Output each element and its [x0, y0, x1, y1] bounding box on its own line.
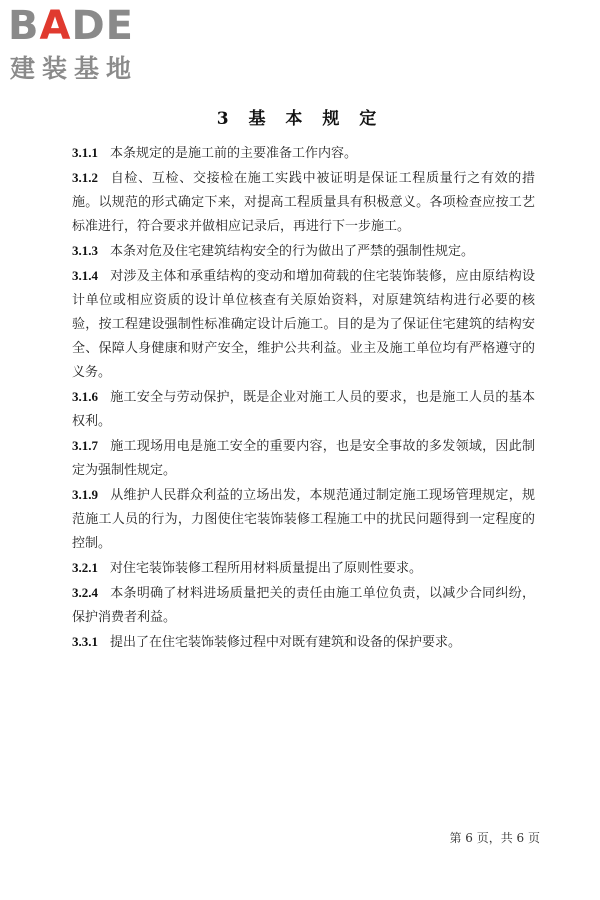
clause-paragraph	[72, 483, 535, 556]
clause-number: 3.1.1	[72, 145, 98, 160]
clause-number: 3.1.9	[72, 487, 98, 502]
brand-logo	[8, 4, 178, 88]
clause-number: 3.2.1	[72, 560, 98, 575]
clause-number: 3.1.2	[72, 170, 98, 185]
clause-paragraph	[72, 385, 535, 434]
clause-text: 本条对危及住宅建筑结构安全的行为做出了严禁的强制性规定。	[110, 244, 475, 259]
clause-paragraph	[72, 166, 535, 239]
section-title: 3 基 本 规 定	[216, 109, 384, 129]
clause-number: 3.1.7	[72, 438, 98, 453]
clause-number: 3.1.4	[72, 268, 98, 283]
clause-text: 从维护人民群众利益的立场出发，本规范通过制定施工现场管理规定，规范施工人员的行为，力图使住宅装饰装修工程施工中的扰民问题得到一定程度的控制。	[72, 488, 535, 551]
clause-text: 本条明确了材料进场质量把关的责任由施工单位负责，以减少合同纠纷，保护消费者利益。	[72, 586, 535, 625]
clause-text: 施工安全与劳动保护，既是企业对施工人员的要求，也是施工人员的基本权利。	[72, 390, 535, 429]
clause-number: 3.1.3	[72, 243, 98, 258]
page-number-footer: 第 6 页，共 6 页	[449, 831, 540, 845]
clause-text: 对涉及主体和承重结构的变动和增加荷载的住宅装饰装修，应由原结构设计单位或相应资质的设计单位核查有关原始资料，对原建筑结构进行必要的核验，按工程建设强制性标准确定设计后施工。目的是为了保证住宅建筑的结构安全、保障人身健康和财产安全，维护公共利益。业主及施工单位均有严格遵守的义务。	[72, 269, 535, 380]
clause-text: 本条规定的是施工前的主要准备工作内容。	[110, 146, 358, 161]
clause-paragraph	[72, 264, 535, 385]
clause-number: 3.2.4	[72, 585, 98, 600]
clause-paragraph	[72, 581, 535, 630]
logo-chinese-name: 建装基地	[10, 54, 139, 83]
clause-text: 提出了在住宅装饰装修过程中对既有建筑和设备的保护要求。	[110, 635, 462, 650]
clause-paragraph	[72, 434, 535, 483]
logo-letters-post: DE	[71, 3, 134, 49]
clause-paragraph	[72, 556, 535, 581]
clause-list	[72, 141, 535, 655]
clause-text: 自检、互检、交接检在施工实践中被证明是保证工程质量行之有效的措施。以规范的形式确定下来，对提高工程质量具有积极意义。各项检查应按工艺标准进行，符合要求并做相应记录后，再进行下一步施工。	[72, 171, 535, 234]
clause-number: 3.1.6	[72, 389, 98, 404]
clause-text: 对住宅装饰装修工程所用材料质量提出了原则性要求。	[110, 561, 423, 576]
clause-text: 施工现场用电是施工安全的重要内容，也是安全事故的多发领域，因此制定为强制性规定。	[72, 439, 535, 478]
logo-letter-accent: A	[39, 3, 72, 49]
clause-paragraph	[72, 141, 535, 166]
logo-wordmark	[8, 4, 134, 48]
logo-letters-pre: B	[8, 3, 40, 49]
clause-paragraph	[72, 630, 535, 655]
clause-paragraph	[72, 239, 535, 264]
clause-number: 3.3.1	[72, 634, 98, 649]
